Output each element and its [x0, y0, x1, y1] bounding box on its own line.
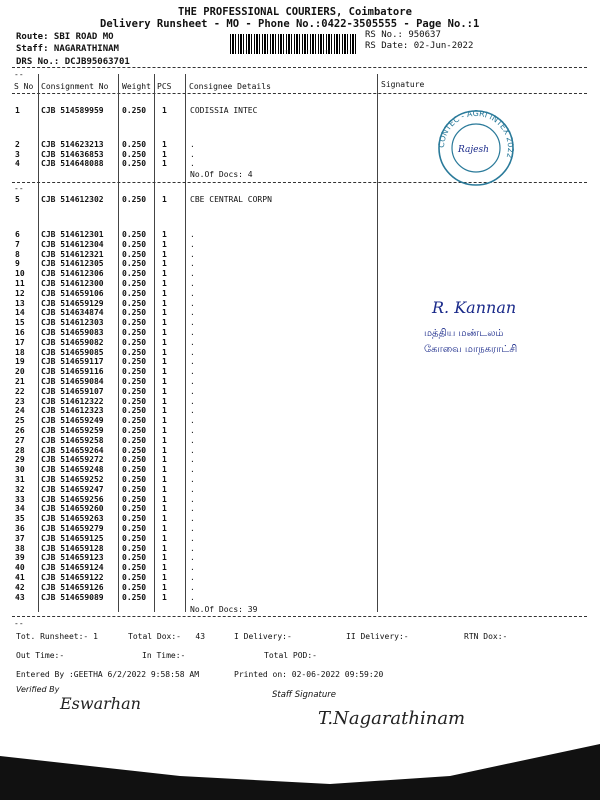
- row-pcs: 1: [162, 426, 167, 435]
- table-row: [0, 563, 600, 572]
- table-bottom-divider: [12, 616, 587, 617]
- row-pcs: 1: [162, 347, 167, 357]
- row-consignee: .: [190, 455, 195, 465]
- row-weight: 0.250: [122, 347, 147, 357]
- col-sno: S No: [14, 82, 34, 91]
- row-consignment-no: CJB 514612303: [41, 318, 104, 328]
- row-consignment-no: CJB 514612302: [41, 195, 104, 204]
- row-weight: 0.250: [122, 406, 147, 416]
- row-sno: 3: [15, 149, 20, 159]
- staff-signature: T.Nagarathinam: [318, 708, 466, 729]
- row-consignment-no: CJB 514634874: [41, 308, 104, 318]
- row-consignee: .: [190, 308, 195, 318]
- row-pcs: 1: [162, 249, 167, 259]
- row-consignee: CBE CENTRAL CORPN: [190, 195, 272, 204]
- row-consignee: .: [190, 533, 195, 543]
- row-consignment-no: CJB 514659260: [41, 504, 104, 514]
- row-consignment-no: CJB 514612306: [41, 269, 104, 279]
- row-consignment-no: CJB 514612321: [41, 249, 104, 259]
- row-consignment-no: CJB 514659082: [41, 337, 104, 347]
- row-consignee: .: [190, 553, 195, 563]
- row-pcs: 1: [162, 269, 167, 279]
- table-row: [0, 259, 600, 268]
- row-weight: 0.250: [122, 195, 147, 204]
- row-consignee: .: [190, 337, 195, 347]
- barcode: [230, 34, 358, 54]
- table-row: [0, 544, 600, 553]
- row-sno: 2: [15, 140, 20, 149]
- table-row: [0, 455, 600, 464]
- table-row: [0, 475, 600, 484]
- row-sno: 32: [15, 484, 25, 494]
- row-sno: 38: [15, 543, 25, 553]
- row-consignee: .: [190, 386, 195, 396]
- recipient-stamp-line1: மத்திய மண்டலம்: [424, 328, 504, 339]
- col-signature: Signature: [381, 80, 425, 89]
- row-consignee: .: [190, 269, 195, 279]
- row-sno: 9: [15, 259, 20, 269]
- route-label: Route: SBI ROAD MO: [16, 32, 114, 42]
- row-pcs: 1: [162, 504, 167, 514]
- row-sno: 10: [15, 269, 25, 279]
- row-pcs: 1: [162, 445, 167, 455]
- row-consignee: .: [190, 377, 195, 386]
- row-pcs: 1: [162, 318, 167, 328]
- row-pcs: 1: [162, 288, 167, 298]
- row-pcs: 1: [162, 337, 167, 347]
- table-row: [0, 593, 600, 602]
- row-pcs: 1: [162, 533, 167, 543]
- row-sno: 18: [15, 347, 25, 357]
- row-consignee: .: [190, 259, 195, 269]
- total-dox: Total Dox:- 43: [128, 632, 206, 641]
- row-consignee: .: [190, 318, 195, 328]
- row-pcs: 1: [162, 524, 167, 533]
- row-pcs: 1: [162, 140, 167, 149]
- row-consignment-no: CJB 514612301: [41, 230, 104, 239]
- row-weight: 0.250: [122, 484, 147, 494]
- row-sno: 20: [15, 367, 25, 377]
- row-weight: 0.250: [122, 582, 147, 592]
- row-sno: 7: [15, 239, 20, 249]
- row-consignee: .: [190, 249, 195, 259]
- row-consignee: .: [190, 279, 195, 288]
- row-weight: 0.250: [122, 357, 147, 367]
- row-sno: 12: [15, 288, 25, 298]
- row-pcs: 1: [162, 592, 167, 602]
- row-consignment-no: CJB 514659129: [41, 298, 104, 308]
- table-row: [0, 534, 600, 543]
- row-sno: 37: [15, 533, 25, 543]
- table-row: [0, 195, 600, 204]
- rs-date: RS Date: 02-Jun-2022: [365, 41, 474, 51]
- row-weight: 0.250: [122, 149, 147, 159]
- row-consignee: .: [190, 465, 195, 475]
- row-consignment-no: CJB 514659263: [41, 514, 104, 524]
- col-weight: Weight: [122, 82, 151, 91]
- row-consignee: .: [190, 445, 195, 455]
- runsheet-subtitle: Delivery Runsheet - MO - Phone No.:0422-3505555 - Page No.:1: [100, 18, 480, 30]
- dash-marker: --: [14, 184, 24, 193]
- row-consignee: .: [190, 592, 195, 602]
- row-sno: 15: [15, 318, 25, 328]
- row-pcs: 1: [162, 259, 167, 269]
- row-pcs: 1: [162, 494, 167, 504]
- row-sno: 28: [15, 445, 25, 455]
- header-divider: [12, 67, 587, 68]
- row-consignee: .: [190, 504, 195, 514]
- table-row: [0, 504, 600, 513]
- row-consignment-no: CJB 514659116: [41, 367, 104, 377]
- printed-on: Printed on: 02-06-2022 09:59:20: [234, 670, 384, 679]
- row-pcs: 1: [162, 484, 167, 494]
- row-consignment-no: CJB 514659258: [41, 435, 104, 445]
- entered-by: Entered By :GEETHA 6/2/2022 9:58:58 AM: [16, 670, 200, 679]
- table-row: [0, 416, 600, 425]
- table-row: [0, 514, 600, 523]
- row-consignee: .: [190, 563, 195, 573]
- row-consignment-no: CJB 514659083: [41, 328, 104, 337]
- table-row: [0, 230, 600, 239]
- group2-doc-count: No.Of Docs: 39: [190, 605, 258, 614]
- recipient-signature: R. Kannan: [432, 298, 517, 317]
- row-sno: 42: [15, 582, 25, 592]
- row-weight: 0.250: [122, 318, 147, 328]
- table-row: [0, 573, 600, 582]
- dash-marker: --: [14, 619, 24, 628]
- row-weight: 0.250: [122, 435, 147, 445]
- row-sno: 41: [15, 573, 25, 582]
- table-row: [0, 553, 600, 562]
- row-weight: 0.250: [122, 140, 147, 149]
- row-sno: 22: [15, 386, 25, 396]
- row-consignment-no: CJB 514659252: [41, 475, 104, 484]
- row-sno: 16: [15, 328, 25, 337]
- row-consignment-no: CJB 514659279: [41, 524, 104, 533]
- row-pcs: 1: [162, 239, 167, 249]
- company-title: THE PROFESSIONAL COURIERS, Coimbatore: [178, 6, 412, 18]
- row-sno: 11: [15, 279, 25, 288]
- row-sno: 43: [15, 592, 25, 602]
- row-pcs: 1: [162, 377, 167, 386]
- row-consignment-no: CJB 514659128: [41, 543, 104, 553]
- row-consignment-no: CJB 514659272: [41, 455, 104, 465]
- table-row: [0, 387, 600, 396]
- row-pcs: 1: [162, 159, 167, 169]
- row-consignee: .: [190, 426, 195, 435]
- row-consignee: .: [190, 288, 195, 298]
- row-sno: 21: [15, 377, 25, 386]
- row-pcs: 1: [162, 195, 167, 204]
- in-time: In Time:-: [142, 651, 186, 660]
- row-pcs: 1: [162, 367, 167, 377]
- row-weight: 0.250: [122, 533, 147, 543]
- col-consignment: Consignment No: [41, 82, 109, 91]
- table-row: [0, 318, 600, 327]
- row-consignee: .: [190, 367, 195, 377]
- staff-signature-label: Staff Signature: [272, 690, 336, 700]
- table-row: [0, 524, 600, 533]
- total-pod: Total POD:-: [264, 651, 317, 660]
- row-consignee: .: [190, 484, 195, 494]
- row-weight: 0.250: [122, 416, 147, 426]
- row-sno: 29: [15, 455, 25, 465]
- row-consignment-no: CJB 514659124: [41, 563, 104, 573]
- row-pcs: 1: [162, 455, 167, 465]
- row-sno: 35: [15, 514, 25, 524]
- table-row: [0, 397, 600, 406]
- row-consignment-no: CJB 514612300: [41, 279, 104, 288]
- table-row: [0, 426, 600, 435]
- rtn-dox: RTN Dox:-: [464, 632, 508, 641]
- row-pcs: 1: [162, 514, 167, 524]
- row-consignment-no: CJB 514659122: [41, 573, 104, 582]
- row-consignee: .: [190, 416, 195, 426]
- row-pcs: 1: [162, 328, 167, 337]
- row-weight: 0.250: [122, 386, 147, 396]
- row-sno: 36: [15, 524, 25, 533]
- row-sno: 19: [15, 357, 25, 367]
- ii-delivery: II Delivery:-: [346, 632, 409, 641]
- out-time: Out Time:-: [16, 651, 65, 660]
- row-pcs: 1: [162, 149, 167, 159]
- row-pcs: 1: [162, 563, 167, 573]
- table-row: [0, 289, 600, 298]
- table-row: [0, 436, 600, 445]
- company-stamp: [430, 108, 522, 188]
- row-sno: 34: [15, 504, 25, 514]
- row-consignee: .: [190, 514, 195, 524]
- row-sno: 8: [15, 249, 20, 259]
- row-consignment-no: CJB 514659106: [41, 288, 104, 298]
- row-sno: 30: [15, 465, 25, 475]
- row-consignment-no: CJB 514659085: [41, 347, 104, 357]
- row-consignment-no: CJB 514612305: [41, 259, 104, 269]
- table-row: [0, 328, 600, 337]
- row-sno: 31: [15, 475, 25, 484]
- row-pcs: 1: [162, 279, 167, 288]
- row-consignee: .: [190, 582, 195, 592]
- row-consignment-no: CJB 514659249: [41, 416, 104, 426]
- row-weight: 0.250: [122, 159, 147, 169]
- row-weight: 0.250: [122, 475, 147, 484]
- table-row: [0, 279, 600, 288]
- row-weight: 0.250: [122, 524, 147, 533]
- row-consignment-no: CJB 514659247: [41, 484, 104, 494]
- row-weight: 0.250: [122, 239, 147, 249]
- row-pcs: 1: [162, 396, 167, 406]
- row-consignment-no: CJB 514659123: [41, 553, 104, 563]
- table-row: [0, 377, 600, 386]
- table-row: [0, 357, 600, 366]
- row-weight: 0.250: [122, 367, 147, 377]
- row-weight: 0.250: [122, 328, 147, 337]
- row-weight: 0.250: [122, 396, 147, 406]
- table-row: [0, 495, 600, 504]
- row-sno: 40: [15, 563, 25, 573]
- row-weight: 0.250: [122, 269, 147, 279]
- row-weight: 0.250: [122, 563, 147, 573]
- row-pcs: 1: [162, 386, 167, 396]
- table-row: [0, 485, 600, 494]
- table-row: [0, 250, 600, 259]
- tot-runsheet: Tot. Runsheet:- 1: [16, 632, 98, 641]
- row-consignee: .: [190, 149, 195, 159]
- row-weight: 0.250: [122, 377, 147, 386]
- row-sno: 24: [15, 406, 25, 416]
- row-pcs: 1: [162, 357, 167, 367]
- row-consignee: .: [190, 239, 195, 249]
- row-consignment-no: CJB 514659256: [41, 494, 104, 504]
- row-consignment-no: CJB 514659084: [41, 377, 104, 386]
- row-sno: 23: [15, 396, 25, 406]
- recipient-stamp-line2: கோவை மாநகராட்சி: [424, 344, 518, 355]
- row-weight: 0.250: [122, 465, 147, 475]
- row-pcs: 1: [162, 406, 167, 416]
- row-sno: 6: [15, 230, 20, 239]
- row-pcs: 1: [162, 553, 167, 563]
- row-weight: 0.250: [122, 592, 147, 602]
- group1-doc-count: No.Of Docs: 4: [190, 170, 253, 179]
- row-consignment-no: CJB 514612323: [41, 406, 104, 416]
- row-weight: 0.250: [122, 504, 147, 514]
- row-pcs: 1: [162, 308, 167, 318]
- row-consignee: .: [190, 406, 195, 416]
- rs-number: RS No.: 950637: [365, 30, 441, 40]
- row-weight: 0.250: [122, 445, 147, 455]
- table-row: [0, 465, 600, 474]
- i-delivery: I Delivery:-: [234, 632, 292, 641]
- row-weight: 0.250: [122, 543, 147, 553]
- row-sno: 14: [15, 308, 25, 318]
- table-row: [0, 367, 600, 376]
- row-weight: 0.250: [122, 455, 147, 465]
- row-weight: 0.250: [122, 494, 147, 504]
- row-sno: 17: [15, 337, 25, 347]
- row-consignee: .: [190, 298, 195, 308]
- drs-number: DRS No.: DCJB95063701: [16, 57, 130, 67]
- row-weight: 0.250: [122, 553, 147, 563]
- verified-by-label: Verified By: [16, 685, 60, 694]
- col-pcs: PCS: [157, 82, 172, 91]
- row-consignment-no: CJB 514659125: [41, 533, 104, 543]
- row-weight: 0.250: [122, 298, 147, 308]
- row-sno: 27: [15, 435, 25, 445]
- table-row: [0, 269, 600, 278]
- dash-marker: --: [14, 70, 24, 79]
- row-consignee: .: [190, 524, 195, 533]
- table-row: [0, 240, 600, 249]
- col-consignee: Consignee Details: [189, 82, 271, 91]
- row-pcs: 1: [162, 435, 167, 445]
- table-row: [0, 446, 600, 455]
- row-pcs: 1: [162, 582, 167, 592]
- row-consignee: .: [190, 357, 195, 367]
- page-shadow: [0, 720, 600, 800]
- table-row: [0, 583, 600, 592]
- row-pcs: 1: [162, 543, 167, 553]
- row-consignee: .: [190, 573, 195, 582]
- row-consignment-no: CJB 514659248: [41, 465, 104, 475]
- row-consignment-no: CJB 514659117: [41, 357, 104, 367]
- row-pcs: 1: [162, 465, 167, 475]
- row-weight: 0.250: [122, 279, 147, 288]
- row-sno: 26: [15, 426, 25, 435]
- row-consignment-no: CJB 514589959: [41, 106, 104, 115]
- row-sno: 5: [15, 195, 20, 204]
- row-weight: 0.250: [122, 337, 147, 347]
- row-sno: 1: [15, 106, 20, 115]
- row-sno: 33: [15, 494, 25, 504]
- row-weight: 0.250: [122, 259, 147, 269]
- row-consignment-no: CJB 514623213: [41, 140, 104, 149]
- row-pcs: 1: [162, 416, 167, 426]
- row-consignment-no: CJB 514636853: [41, 149, 104, 159]
- row-pcs: 1: [162, 230, 167, 239]
- row-weight: 0.250: [122, 308, 147, 318]
- table-row: [0, 406, 600, 415]
- row-consignment-no: CJB 514659264: [41, 445, 104, 455]
- row-consignee: .: [190, 140, 195, 149]
- row-consignment-no: CJB 514659089: [41, 592, 104, 602]
- row-sno: 25: [15, 416, 25, 426]
- row-consignee: .: [190, 230, 195, 239]
- row-weight: 0.250: [122, 573, 147, 582]
- row-consignee: .: [190, 396, 195, 406]
- row-consignee: CODISSIA INTEC: [190, 106, 258, 115]
- verifier-signature: Eswarhan: [60, 694, 141, 713]
- row-consignee: .: [190, 543, 195, 553]
- row-consignee: .: [190, 347, 195, 357]
- row-consignment-no: CJB 514612322: [41, 396, 104, 406]
- row-consignment-no: CJB 514648088: [41, 159, 104, 169]
- row-consignment-no: CJB 514659259: [41, 426, 104, 435]
- row-pcs: 1: [162, 573, 167, 582]
- staff-label: Staff: NAGARATHINAM: [16, 44, 119, 54]
- row-sno: 13: [15, 298, 25, 308]
- row-weight: 0.250: [122, 514, 147, 524]
- row-weight: 0.250: [122, 230, 147, 239]
- row-weight: 0.250: [122, 288, 147, 298]
- row-pcs: 1: [162, 106, 167, 115]
- row-consignment-no: CJB 514659126: [41, 582, 104, 592]
- row-consignee: .: [190, 159, 195, 169]
- row-weight: 0.250: [122, 426, 147, 435]
- row-consignee: .: [190, 435, 195, 445]
- row-sno: 39: [15, 553, 25, 563]
- stamp-ring-text: CONTEC - AGRI INTEX 2022: [436, 108, 516, 160]
- row-consignment-no: CJB 514612304: [41, 239, 104, 249]
- row-consignee: .: [190, 475, 195, 484]
- row-consignment-no: CJB 514659107: [41, 386, 104, 396]
- row-sno: 4: [15, 159, 20, 169]
- row-weight: 0.250: [122, 106, 147, 115]
- row-pcs: 1: [162, 475, 167, 484]
- stamp-signature: Rajesh: [458, 145, 489, 155]
- row-consignee: .: [190, 328, 195, 337]
- row-weight: 0.250: [122, 249, 147, 259]
- row-pcs: 1: [162, 298, 167, 308]
- column-divider: [12, 93, 587, 94]
- row-consignee: .: [190, 494, 195, 504]
